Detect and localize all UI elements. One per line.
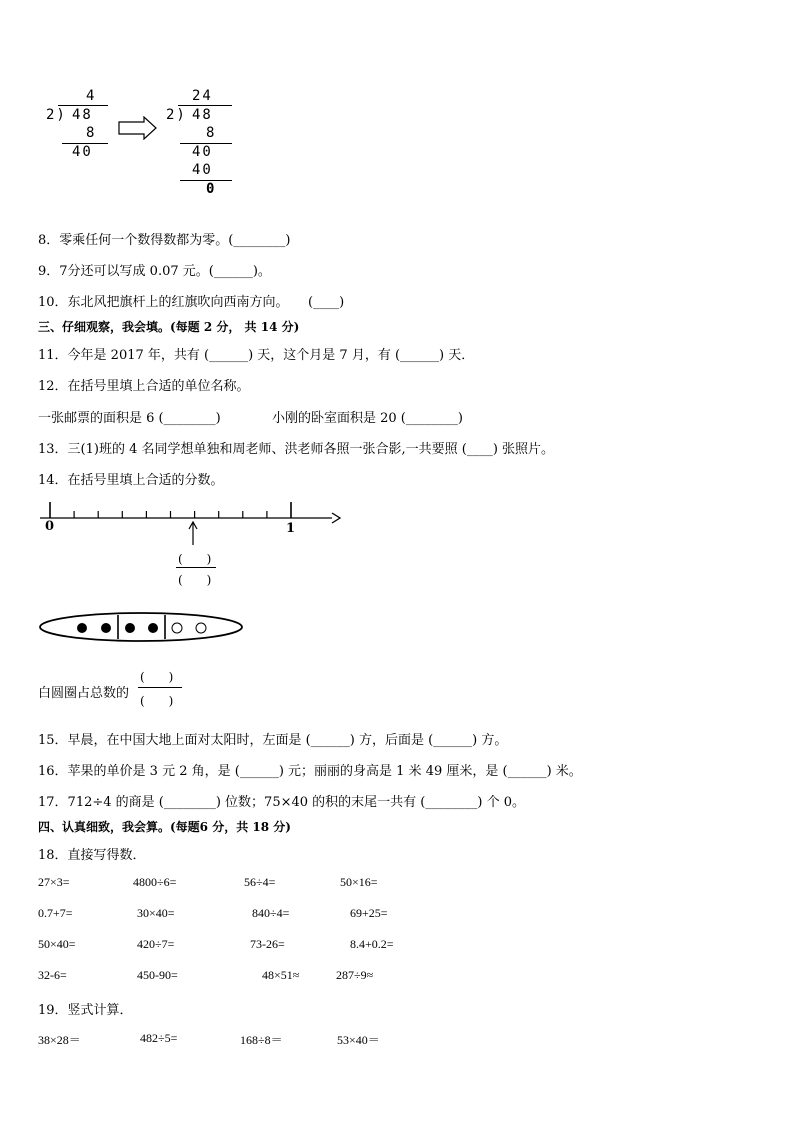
fraction2-numerator-blank[interactable]: ( )	[140, 670, 174, 684]
left-dividend: 48	[72, 107, 93, 123]
calc-item: 420÷7=	[137, 937, 175, 951]
fraction-numerator-blank[interactable]: ( )	[178, 552, 212, 566]
vertical-calc-item: 53×40＝	[337, 1033, 380, 1047]
right-arrow-icon	[118, 116, 158, 140]
question-15: 15．早晨，在中国大地上面对太阳时，左面是 (______) 方，后面是 (______) 方。	[38, 733, 508, 748]
calc-item: 48×51≈	[262, 968, 300, 982]
calc-item: 30×40=	[137, 906, 175, 920]
calc-item: 4800÷6=	[133, 875, 177, 889]
right-dividend: 48	[192, 107, 213, 123]
question-19: 19．竖式计算．	[38, 1003, 133, 1018]
right-step3: 40	[192, 162, 213, 178]
question-11: 11．今年是 2017 年，共有 (______) 天，这个月是 7 月，有 (______) 天．	[38, 348, 475, 363]
section-3-heading: 三、仔细观察，我会填。(每题 2 分， 共 14 分)	[38, 320, 300, 334]
left-step2: 40	[72, 144, 93, 160]
question-12-stamp: 一张邮票的面积是 6 (________)	[38, 411, 221, 426]
vertical-calc-item: 482÷5=	[140, 1031, 178, 1045]
left-step1: 8	[86, 125, 97, 141]
fraction2-denominator-blank[interactable]: ( )	[140, 694, 174, 708]
circles-ellipse	[38, 611, 246, 645]
right-quotient: 24	[192, 88, 213, 104]
left-division-bar	[58, 105, 108, 106]
calc-item: 50×16=	[340, 875, 378, 889]
calc-item: 8.4+0.2=	[350, 937, 394, 951]
question-18: 18．直接写得数．	[38, 848, 146, 863]
question-8: 8．零乘任何一个数得数都为零。(________)	[38, 233, 291, 248]
calc-item: 27×3=	[38, 875, 70, 889]
number-line-zero: 0	[45, 519, 55, 534]
left-quotient: 4	[86, 88, 97, 104]
vertical-calc-item: 38×28＝	[38, 1033, 81, 1047]
question-16: 16．苹果的单价是 3 元 2 角，是 (______) 元；丽丽的身高是 1 米 49 厘米，是 (______) 米。	[38, 764, 582, 779]
question-12: 12．在括号里填上合适的单位名称。	[38, 379, 250, 394]
question-12-bedroom: 小刚的卧室面积是 20 (________)	[272, 411, 463, 426]
calc-item: 32-6=	[38, 968, 67, 982]
question-10: 10．东北风把旗杆上的红旗吹向西南方向。 (____)	[38, 295, 345, 310]
calc-item: 73-26=	[250, 937, 285, 951]
question-14b: 白圆圈占总数的	[38, 686, 130, 701]
calc-item: 840÷4=	[252, 906, 290, 920]
number-line-one: 1	[286, 521, 296, 536]
number-line-ticks	[50, 502, 291, 518]
right-division-bar	[178, 105, 232, 106]
calc-item: 450-90=	[137, 968, 178, 982]
vertical-calc-item: 168÷8＝	[240, 1033, 283, 1047]
right-divisor: 2)	[166, 107, 187, 123]
calc-item: 69+25=	[350, 906, 388, 920]
section-4-heading: 四、认真细致，我会算。(每题6 分，共 18 分)	[38, 820, 291, 834]
calc-item: 0.7+7=	[38, 906, 73, 920]
fraction2-bar	[138, 687, 182, 688]
question-17: 17．712÷4 的商是 (________) 位数；75×40 的积的末尾一共有 (________) 个 0。	[38, 795, 525, 810]
fraction-denominator-blank[interactable]: ( )	[178, 573, 212, 587]
question-13: 13．三(1)班的 4 名同学想单独和周老师、洪老师各照一张合影,一共要照 (____) 张照片。	[38, 442, 555, 457]
up-arrow-icon	[187, 520, 199, 546]
calc-item: 287÷9≈	[336, 968, 374, 982]
right-step2: 40	[192, 144, 213, 160]
right-step1: 8	[206, 125, 217, 141]
calc-item: 56÷4=	[244, 875, 276, 889]
calc-item: 50×40=	[38, 937, 76, 951]
right-remainder: 0	[206, 181, 217, 197]
question-9: 9．7分还可以写成 0.07 元。(______)。	[38, 264, 271, 279]
question-14: 14．在括号里填上合适的分数。	[38, 473, 224, 488]
left-divisor: 2)	[46, 107, 67, 123]
fraction-bar	[176, 567, 216, 568]
